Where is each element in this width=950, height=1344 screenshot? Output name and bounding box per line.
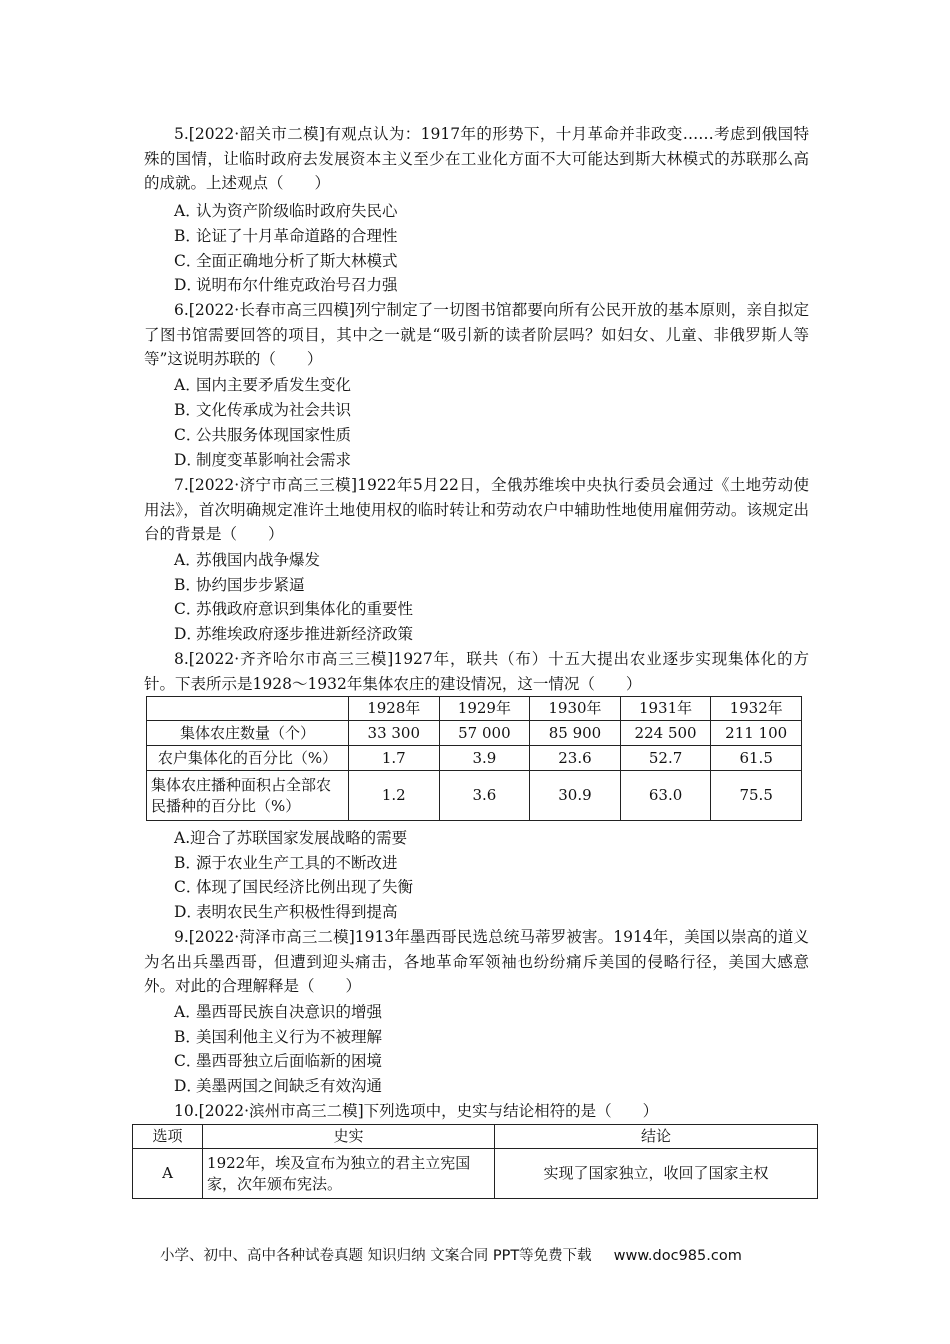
question-8-option-a: A.迎合了苏联国家发展战略的需要: [174, 829, 408, 847]
question-9-option-b: B．美国利他主义行为不被理解: [174, 1028, 383, 1046]
table-row: [147, 721, 802, 746]
table-cell: 1922年，埃及宣布为独立的君主立宪国家，次年颁布宪法。: [203, 1149, 495, 1199]
table-header-cell: 1931年: [620, 697, 711, 721]
table-cell: 23.6: [530, 746, 621, 771]
question-9-option-a: A．墨西哥民族自决意识的增强: [174, 1003, 383, 1021]
table-cell: 3.6: [439, 771, 530, 821]
table-cell: 85 900: [530, 721, 621, 746]
question-6-option-c: C．公共服务体现国家性质: [174, 426, 352, 444]
question-8-option-d: D．表明农民生产积极性得到提高: [174, 903, 398, 921]
table-cell: 75.5: [711, 771, 802, 821]
table-row: [147, 771, 802, 821]
question-5-option-c: C．全面正确地分析了斯大林模式: [174, 252, 398, 270]
question-5-option-b: B．论证了十月革命道路的合理性: [174, 227, 398, 245]
table-row: [147, 746, 802, 771]
table-cell: 农户集体化的百分比（%）: [147, 746, 349, 771]
question-6-option-d: D．制度变革影响社会需求: [174, 451, 352, 469]
question-5-option-d: D．说明布尔什维克政治号召力强: [174, 276, 398, 294]
question-5-option-a: A．认为资产阶级临时政府失民心: [174, 202, 398, 220]
table-header-row: [147, 697, 802, 721]
table-header-row: [133, 1125, 818, 1149]
table-cell: 61.5: [711, 746, 802, 771]
question-7-option-b: B．协约国步步紧逼: [174, 576, 305, 594]
table-cell: 1.7: [348, 746, 439, 771]
question-7-stem: 7.[2022·济宁市高三三模]1922年5月22日，全俄苏维埃中央执行委员会通过《土地劳动使用法》，首次明确规定准许土地使用权的临时转让和劳动农户中辅助性地使用雇佣劳动。该规定出台的背景是（ ）: [144, 476, 809, 544]
question-5-stem: 5.[2022·韶关市二模]有观点认为：1917年的形势下，十月革命并非政变……考虑到俄国特殊的国情，让临时政府去发展资本主义至少在工业化方面不大可能达到斯大林模式的苏联那么高的成就。上述观点（ ）: [144, 125, 809, 193]
question-10-stem: 10.[2022·滨州市高三二模]下列选项中，史实与结论相符的是（ ）: [174, 1102, 659, 1120]
table-cell: 集体农庄数量（个）: [147, 721, 349, 746]
question-7-option-d: D．苏维埃政府逐步推进新经济政策: [174, 625, 414, 643]
question-8-option-b: B．源于农业生产工具的不断改进: [174, 854, 398, 872]
table-cell: 224 500: [620, 721, 711, 746]
table-header-cell: 1932年: [711, 697, 802, 721]
question-9-stem: 9.[2022·菏泽市高三二模]1913年墨西哥民选总统马蒂罗被害。1914年，美国以崇高的道义为名出兵墨西哥，但遭到迎头痛击，各地革命军领袖也纷纷痛斥美国的侵略行径，美国大感意外。对此的合理解释是（ ）: [144, 928, 809, 996]
table-cell: A: [133, 1149, 203, 1199]
table-cell: 3.9: [439, 746, 530, 771]
question-8-stem: 8.[2022·齐齐哈尔市高三三模]1927年，联共（布）十五大提出农业逐步实现集体化的方针。下表所示是1928～1932年集体农庄的建设情况，这一情况（ ）: [144, 650, 809, 693]
table-cell: 63.0: [620, 771, 711, 821]
question-9-option-d: D．美墨两国之间缺乏有效沟通: [174, 1077, 383, 1095]
table-header-cell: 结论: [494, 1125, 817, 1149]
table-cell: 57 000: [439, 721, 530, 746]
footer-text: 小学、初中、高中各种试卷真题 知识归纳 文案合同 PPT等免费下载: [160, 1248, 592, 1264]
table-cell: 30.9: [530, 771, 621, 821]
table-cell: 211 100: [711, 721, 802, 746]
table-cell: 实现了国家独立，收回了国家主权: [494, 1149, 817, 1199]
table-cell: 33 300: [348, 721, 439, 746]
footer-site-link[interactable]: www.doc985.com: [613, 1248, 742, 1264]
question-7-option-a: A．苏俄国内战争爆发: [174, 551, 321, 569]
table-header-cell: 1930年: [530, 697, 621, 721]
table-header-cell: 1929年: [439, 697, 530, 721]
question-6-option-a: A．国内主要矛盾发生变化: [174, 376, 352, 394]
footer: [160, 1244, 742, 1265]
table-row: [133, 1149, 818, 1199]
question-6-stem: 6.[2022·长春市高三四模]列宁制定了一切图书馆都要向所有公民开放的基本原则，亲自拟定了图书馆需要回答的项目，其中之一就是“吸引新的读者阶层吗？如妇女、儿童、非俄罗斯人等等”这说明苏联的（ ）: [144, 301, 809, 369]
collective-farm-table: [146, 696, 802, 821]
table-header-cell: [147, 697, 349, 721]
table-cell: 集体农庄播种面积占全部农民播种的百分比（%）: [147, 771, 349, 821]
table-cell: 52.7: [620, 746, 711, 771]
table-header-cell: 选项: [133, 1125, 203, 1149]
table-header-cell: 1928年: [348, 697, 439, 721]
question-9-option-c: C．墨西哥独立后面临新的困境: [174, 1052, 383, 1070]
fact-conclusion-table: [132, 1124, 818, 1199]
table-header-cell: 史实: [203, 1125, 495, 1149]
question-6-option-b: B．文化传承成为社会共识: [174, 401, 352, 419]
question-7-option-c: C．苏俄政府意识到集体化的重要性: [174, 600, 414, 618]
question-8-option-c: C．体现了国民经济比例出现了失衡: [174, 878, 414, 896]
table-cell: 1.2: [348, 771, 439, 821]
